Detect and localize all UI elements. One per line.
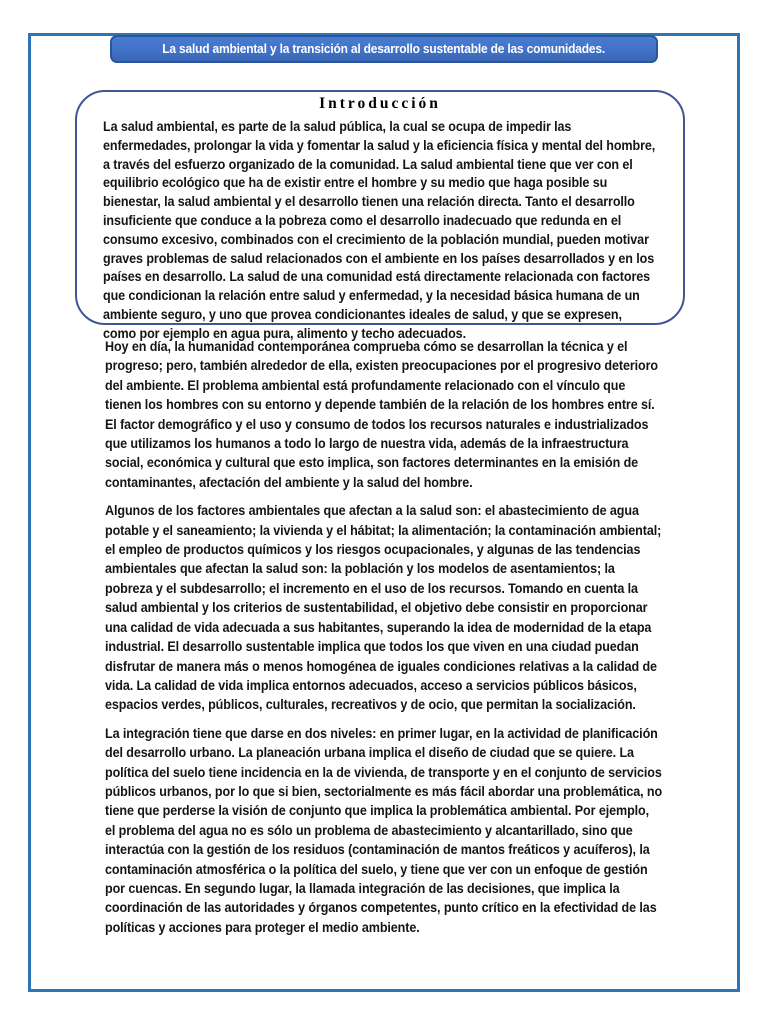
document-title-bar bbox=[110, 35, 658, 63]
document-body bbox=[105, 337, 662, 946]
body-paragraph-2: Algunos de los factores ambientales que afectan a la salud son: el abastecimiento de agua potable y el saneamiento; la vivienda y el hábitat; la alimentación; la contaminación ambiental; el empleo de productos químicos y los riesgos ocupacionales, y algunas de las tendencias ambientales que afectan la salud son: la población y los modelos de asentamientos; la pobreza y el subdesarrollo; el incremento en el uso de los recursos. Tomando en cuenta la salud ambiental y los criterios de sustentabilidad, el objetivo debe consistir en proporcionar una calidad de vida adecuada a sus habitantes, superando la idea de modernidad de la etapa industrial. El desarrollo sustentable implica que todos los que viven en una ciudad puedan disfrutar de manera más o menos homogénea de iguales condiciones relativas a la calidad de vida. La calidad de vida implica entornos adecuados, acceso a servicios públicos básicos, espacios verdes, públicos, culturales, recreativos y de ocio, que permitan la socialización. bbox=[105, 503, 662, 713]
introduction-box bbox=[75, 90, 685, 341]
introduction-paragraph: La salud ambiental, es parte de la salud pública, la cual se ocupa de impedir las enfermedades, prolongar la vida y fomentar la salud y la eficiencia física y mental del hombre, a través del esfuerzo organizado de la comunidad. La salud ambiental tiene que ver con el equilibrio ecológico que ha de existir entre el hombre y su medio que haga posible su bienestar, la salud ambiental y el desarrollo tienen una relación directa. Tanto el desarrollo insuficiente que conduce a la pobreza como el desarrollo inadecuado que redunda en el consumo excesivo, combinados con el crecimiento de la población mundial, pueden motivar graves problemas de salud relacionados con el ambiente en los países desarrollados y en los países en desarrollo. La salud de una comunidad está directamente relacionada con factores que condicionan la relación entre salud y enfermedad, y la necesidad básica humana de un ambiente seguro, y uno que provea condicionantes ideales de salud, y que se expresen, como por ejemplo en agua pura, alimento y techo adecuados. bbox=[103, 119, 656, 341]
introduction-heading: Introducción bbox=[319, 95, 441, 112]
body-paragraph-1: Hoy en día, la humanidad contemporánea comprueba cómo se desarrollan la técnica y el progreso; pero, también alrededor de ella, existen preocupaciones por el progresivo deterioro del ambiente. El problema ambiental está profundamente relacionado con el vínculo que tienen los hombres con su entorno y depende también de la relación de los hombres entre sí. El factor demográfico y el uso y consumo de todos los recursos naturales e industrializados que utilizamos los humanos a todo lo largo de nuestra vida, además de la infraestructura social, económica y cultural que esto implica, son factores determinantes en la emisión de contaminantes, afectación del ambiente y la salud del hombre. bbox=[105, 339, 658, 490]
body-paragraph-3: La integración tiene que darse en dos niveles: en primer lugar, en la actividad de planificación del desarrollo urbano. La planeación urbana implica el diseño de ciudad que se quiere. La política del suelo tiene incidencia en la de vivienda, de transporte y en el conjunto de servicios públicos urbanos, por lo que si bien, sectorialmente es más fácil abordar una problemática, no tiene que perderse la visión de conjunto que implica la problemática ambiental. Por ejemplo, el problema del agua no es sólo un problema de abastecimiento y alcantarillado, sino que interactúa con la gestión de los residuos (contaminación de mantos freáticos y acuíferos), la contaminación atmosférica o la política del suelo, y tiene que ver con un enfoque de gestión por cuencas. En segundo lugar, la llamada integración de las decisiones, que implica la coordinación de las autoridades y órganos competentes, punto crítico en la efectividad de las políticas y acciones para proteger el medio ambiente. bbox=[105, 725, 663, 935]
document-title: La salud ambiental y la transición al desarrollo sustentable de las comunidades. bbox=[162, 42, 606, 56]
